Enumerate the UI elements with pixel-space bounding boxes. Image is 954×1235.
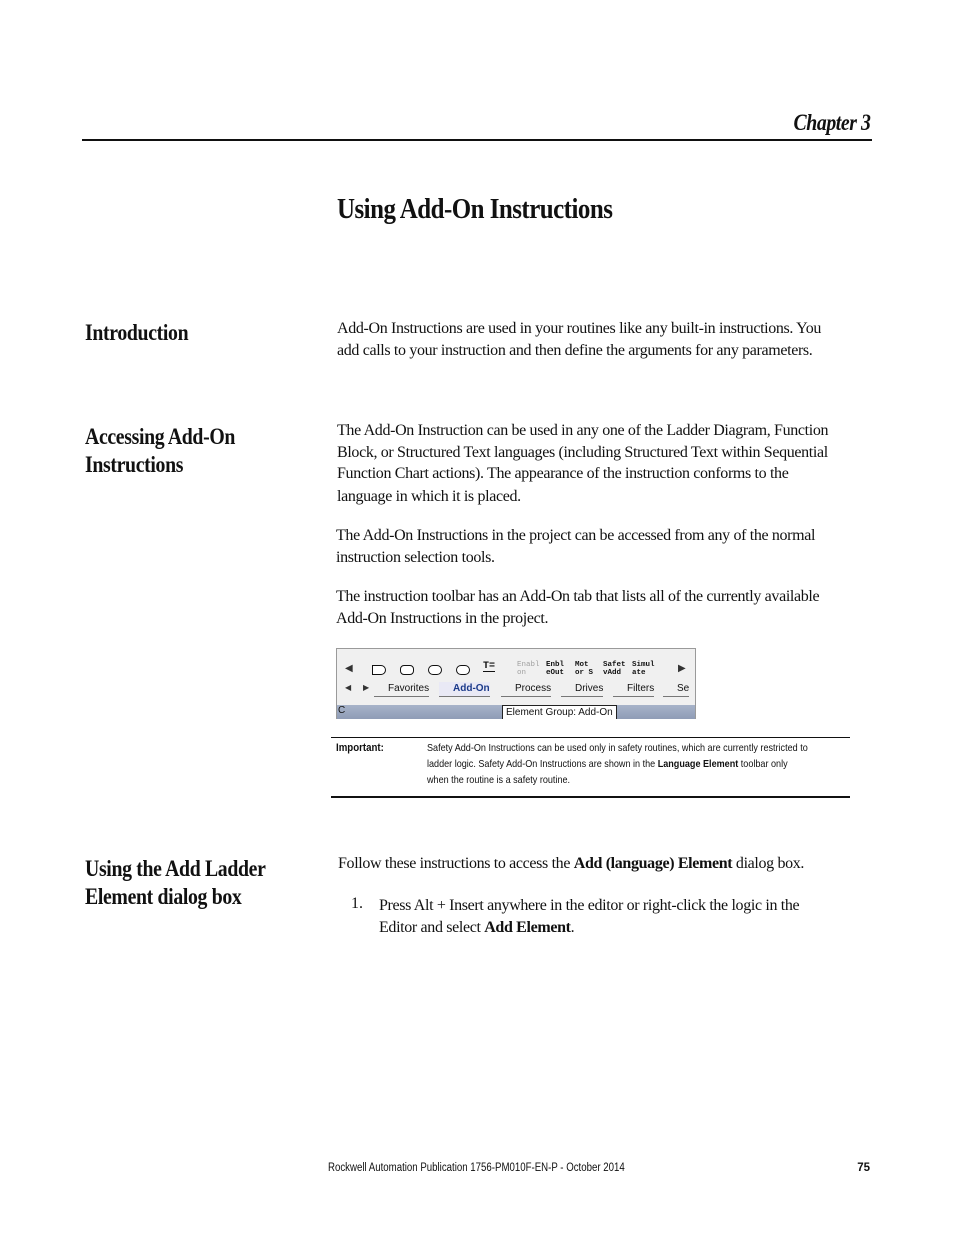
instruction-button-label-bottom: on — [517, 669, 527, 677]
tab-add-on[interactable]: Add-On — [439, 682, 490, 697]
add-ladder-intro-suffix: dialog box. — [732, 855, 805, 872]
toolbar-tab-row — [337, 682, 695, 698]
instruction-button-label-bottom: or S — [575, 669, 594, 677]
add-ladder-heading — [85, 855, 291, 911]
accessing-paragraph-1 — [337, 420, 877, 507]
instruction-button-enbleout[interactable] — [546, 661, 564, 677]
important-text — [427, 741, 841, 790]
rounded-button-icon[interactable] — [456, 665, 470, 675]
step-1-suffix: . — [570, 918, 575, 936]
instruction-button-label-bottom: eOut — [546, 669, 565, 677]
introduction-line-2: add calls to your instruction and then define the arguments for any parameters. — [337, 341, 813, 359]
footer-publication: Rockwell Automation Publication 1756-PM010F-EN-P - October 2014 — [328, 1162, 625, 1174]
add-ladder-intro-bold: Add (language) Element — [573, 855, 733, 872]
important-line-2-prefix: ladder logic. Safety Add-On Instructions are shown in the — [427, 759, 658, 771]
important-line-2 — [427, 757, 841, 773]
coil-button-icon[interactable] — [400, 665, 414, 675]
page-title: Using Add-On Instructions — [337, 193, 613, 225]
accessing-p1-line-4: language in which it is placed. — [337, 487, 521, 505]
add-ladder-heading-line-1: Using the Add Ladder — [85, 856, 266, 881]
tab-filters[interactable]: Filters — [613, 682, 654, 697]
tab-drives[interactable]: Drives — [561, 682, 603, 697]
tab-scroll-left-icon[interactable]: ◀ — [345, 683, 352, 692]
step-1-line-2 — [379, 917, 869, 939]
text-button-icon[interactable]: T= — [483, 661, 496, 672]
instruction-button-label-top: Simul — [632, 661, 655, 669]
accessing-p1-line-3: Function Chart actions). The appearance of the instruction conforms to the — [337, 465, 789, 482]
chapter-label: Chapter 3 — [793, 110, 870, 135]
instruction-button-label-top: Enabl — [517, 661, 540, 669]
add-ladder-heading-line-2: Element dialog box — [85, 884, 242, 909]
introduction-paragraph — [337, 318, 877, 361]
add-ladder-intro-prefix: Follow these instructions to access the — [338, 855, 574, 872]
step-1-text — [379, 895, 869, 938]
accessing-p2-line-1: The Add-On Instructions in the project can be accessed from any of the normal — [336, 527, 816, 544]
accessing-heading-line-1: Accessing Add-On — [85, 424, 236, 449]
important-line-1: Safety Add-On Instructions can be used only in safety routines, which are currently restricted to — [427, 743, 808, 754]
oval-button-icon[interactable] — [428, 665, 442, 675]
chapter-rule — [82, 139, 872, 141]
accessing-paragraph-2 — [336, 525, 876, 568]
instruction-button-safetyadd[interactable] — [603, 661, 626, 677]
important-line-3: when the routine is a safety routine. — [427, 775, 571, 787]
important-line-2-suffix: toolbar only — [738, 759, 788, 771]
accessing-paragraph-3 — [336, 586, 876, 629]
step-1-line-1: Press Alt + Insert anywhere in the editor or right-click the logic in the — [379, 897, 800, 914]
instruction-button-label-top: Safet — [603, 661, 626, 669]
status-left-icon: C — [338, 705, 346, 716]
accessing-p2-line-2: instruction selection tools. — [336, 548, 495, 566]
tab-scroll-right-icon[interactable]: ▶ — [363, 683, 370, 692]
instruction-button-label-top: Mot — [575, 661, 589, 669]
accessing-p3-line-2: Add-On Instructions in the project. — [336, 609, 549, 627]
introduction-line-1: Add-On Instructions are used in your routines like any built-in instructions. You — [337, 320, 822, 337]
instruction-button-label-bottom: ate — [632, 669, 646, 677]
tab-favorites[interactable]: Favorites — [374, 682, 429, 697]
instruction-button-label-bottom: vAdd — [603, 669, 622, 677]
instruction-button-enableon[interactable] — [517, 661, 540, 677]
page-number: 75 — [857, 1162, 870, 1174]
accessing-p3-line-1: The instruction toolbar has an Add-On tab that lists all of the currently available — [336, 588, 820, 605]
introduction-heading-text: Introduction — [85, 320, 189, 345]
toolbar-button-row — [337, 659, 695, 681]
introduction-heading — [85, 319, 291, 347]
add-ladder-intro — [338, 853, 878, 875]
accessing-p1-line-2: Block, or Structured Text languages (including Structured Text within Sequential — [337, 443, 828, 461]
element-group-label: Element Group: Add-On — [502, 705, 617, 719]
step-1-number: 1. — [351, 895, 363, 912]
instruction-toolbar-screenshot — [336, 648, 696, 719]
instruction-button-label-top: Enbl — [546, 661, 565, 669]
contact-button-icon[interactable] — [372, 665, 386, 675]
important-label: Important: — [336, 742, 384, 754]
accessing-heading-line-2: Instructions — [85, 452, 184, 477]
scroll-left-icon[interactable]: ◀ — [345, 663, 353, 674]
tab-process[interactable]: Process — [501, 682, 551, 697]
accessing-heading — [85, 423, 291, 479]
important-note — [331, 737, 850, 798]
scroll-right-icon[interactable]: ▶ — [678, 663, 686, 674]
accessing-p1-line-1: The Add-On Instruction can be used in any one of the Ladder Diagram, Function — [337, 422, 829, 439]
step-1-bold: Add Element — [484, 918, 571, 936]
tab-more[interactable]: Se — [663, 682, 689, 697]
instruction-button-simulate[interactable] — [632, 661, 655, 677]
step-1-prefix: Editor and select — [379, 918, 485, 936]
instruction-button-motors[interactable] — [575, 661, 593, 677]
important-line-2-bold: Language Element — [657, 759, 739, 771]
